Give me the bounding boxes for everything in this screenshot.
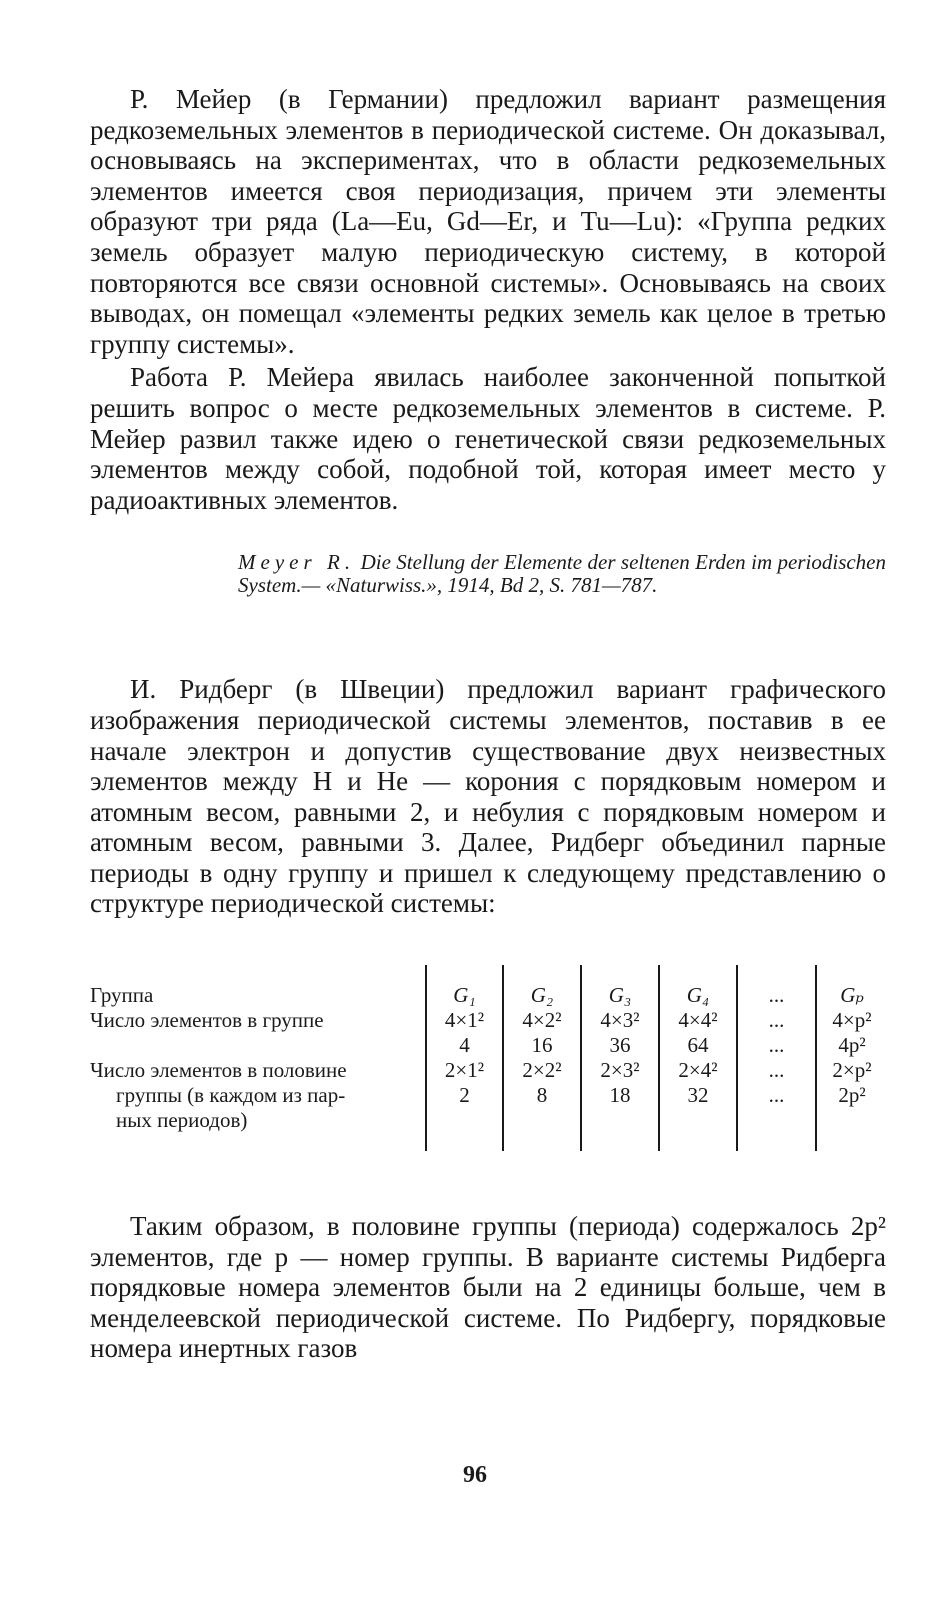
conclusion-paragraph-1: Таким образом, в половине группы (периода) содержалось 2p² элементов, где p — номер группы. В варианте системы Ридберга порядковые номера элементов были на 2 единицы больше, чем в менделеевской периодической системе. По Ридбергу, порядковые номера инертных газов — [90, 1211, 886, 1364]
table-cell: ... — [768, 1008, 785, 1033]
table-cell: 4×2² — [522, 1008, 562, 1033]
table-cell: 16 — [531, 1033, 553, 1058]
table-column-gp — [817, 983, 887, 1108]
table-column-g3 — [582, 983, 658, 1108]
row-label-half-line3: ных периодов) — [116, 1108, 248, 1133]
column-header: G₄ — [686, 983, 710, 1008]
row-label-half-line1: Число элементов в половине — [90, 1058, 347, 1083]
citation-text: Die Stellung der Elemente der seltenen Erden im periodischen System.— «Naturwiss.», 1914, Bd 2, S. 781—787. — [238, 550, 887, 598]
table-cell: 2×2² — [522, 1058, 562, 1083]
rydberg-paragraph-1: И. Ридберг (в Швеции) предложил вариант графического изображения периодической системы элементов, поставив в ее начале электрон и допустив существование двух неизвестных элементов между H и He — корония с порядковым номером и атомным весом, равными 2, и небулия с порядковым номером и атомным весом, равными 3. Далее, Ридберг объединил парные периоды в одну группу и пришел к следующему представлению о структуре периодической системы: — [90, 674, 886, 919]
column-header: ... — [768, 983, 785, 1008]
row-label-half-line2: группы (в каждом из пар- — [116, 1083, 346, 1108]
table-column-g4 — [660, 983, 736, 1108]
table-cell: ... — [768, 1083, 785, 1108]
table-cell: 2×3² — [600, 1058, 640, 1083]
column-header: G₁ — [453, 983, 476, 1008]
table-row-labels — [90, 983, 412, 1133]
column-header: G₂ — [530, 983, 554, 1008]
row-label-elements-in-group: Число элементов в группе — [90, 1008, 324, 1033]
table-cell: 2×1² — [444, 1058, 485, 1083]
conclusion-section — [90, 1211, 886, 1364]
column-header: Gₚ — [840, 983, 864, 1008]
meyer-paragraph-1: Р. Мейер (в Германии) предложил вариант размещения редкоземельных элементов в периодической системе. Он доказывал, основываясь на экспериментах, что в области редкоземельных элементов имеется своя периодизация, причем эти элементы образуют три ряда (La—Eu, Gd—Er, и Tu—Lu): «Группа редких земель образует малую периодическую систему, в которой повторяются все связи основной системы». Основываясь на своих выводах, он помещал «элементы редких земель как целое в третью группу системы». — [90, 84, 886, 359]
table-cell: ... — [768, 1058, 785, 1083]
bibliographic-citation — [238, 551, 886, 597]
rydberg-section — [90, 674, 886, 919]
table-cell: 4 — [459, 1033, 470, 1058]
table-cell: 36 — [609, 1033, 631, 1058]
table-column-g2 — [504, 983, 580, 1108]
table-cell: 64 — [687, 1033, 709, 1058]
table-cell: 32 — [687, 1083, 709, 1108]
table-cell: 2×4² — [678, 1058, 718, 1083]
column-header: G₃ — [608, 983, 632, 1008]
table-cell: ... — [768, 1033, 785, 1058]
groups-table — [90, 965, 890, 1151]
page-number: 96 — [463, 1462, 487, 1488]
table-cell: 8 — [536, 1083, 548, 1108]
meyer-paragraph-2: Работа Р. Мейера явилась наиболее законченной попыткой решить вопрос о месте редкоземельных элементов в системе. Р. Мейер развил также идею о генетической связи редкоземельных элементов между собой, подобной той, которая имеет место у радиоактивных элементов. — [90, 362, 886, 515]
table-cell: 4×4² — [678, 1008, 718, 1033]
table-cell: 2p² — [838, 1083, 866, 1108]
table-column-g1 — [427, 983, 502, 1108]
table-cell: 2×p² — [832, 1058, 872, 1083]
row-label-group: Группа — [90, 983, 154, 1008]
table-column-ellipsis — [738, 983, 815, 1108]
table-cell: 4×1² — [444, 1008, 485, 1033]
table-cell: 18 — [609, 1083, 631, 1108]
table-cell: 4×3² — [600, 1008, 640, 1033]
table-cell: 4p² — [838, 1033, 866, 1058]
table-cell: 4×p² — [832, 1008, 872, 1033]
table-cell: 2 — [459, 1083, 470, 1108]
citation-author: Meyer R. — [238, 550, 356, 575]
page-content — [90, 84, 886, 1364]
